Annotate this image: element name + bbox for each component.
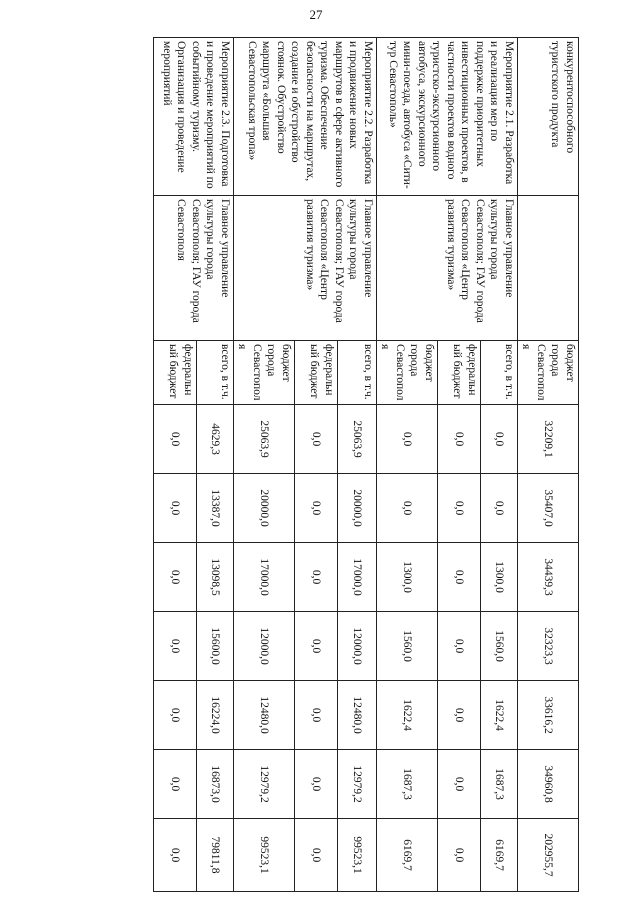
value-cell: 0,0: [438, 750, 481, 819]
table-row: [481, 38, 518, 892]
value-cell: 35407,0: [518, 474, 579, 543]
total-cell: 202955,7: [518, 819, 579, 892]
executors-cell: Главное управление культуры города Севастополя; ГАУ города Севастополя «Центр развития туризма»: [377, 196, 518, 341]
value-cell: 16873,0: [197, 750, 234, 819]
value-cell: 1300,0: [481, 543, 518, 612]
value-cell: 34960,8: [518, 750, 579, 819]
executors-cell: [518, 196, 579, 341]
value-cell: 12979,2: [234, 750, 295, 819]
value-cell: 12000,0: [234, 612, 295, 681]
source-cell: бюджет города Севастополя: [234, 341, 295, 405]
value-cell: 0,0: [295, 405, 338, 474]
value-cell: 0,0: [295, 612, 338, 681]
value-cell: 12979,2: [338, 750, 377, 819]
source-cell: федеральный бюджет: [295, 341, 338, 405]
value-cell: 0,0: [154, 750, 197, 819]
value-cell: 0,0: [377, 474, 438, 543]
value-cell: 32209,1: [518, 405, 579, 474]
executors-cell: Главное управление культуры города Севастополя; ГАУ города Севастополя «Центр развития туризма»: [234, 196, 377, 341]
value-cell: 32323,3: [518, 612, 579, 681]
value-cell: 0,0: [295, 543, 338, 612]
value-cell: 13098,5: [197, 543, 234, 612]
source-cell: всего, в т.ч.: [338, 341, 377, 405]
total-cell: 99523,1: [338, 819, 377, 892]
measure-title-cell: Мероприятие 2.2. Разработка и продвижение новых маршрутов в сфере активного туризма. Обеспечение безопасности на маршрутах, создание и обустройство стоянок. Обустройство маршрута «Большая Севастопольская тропа»: [234, 38, 377, 196]
rotated-table-wrapper: [76, 37, 579, 891]
total-cell: 6169,7: [377, 819, 438, 892]
source-cell: бюджет города Севастополя: [377, 341, 438, 405]
rotated-page: [76, 37, 579, 891]
value-cell: 1300,0: [377, 543, 438, 612]
value-cell: 16224,0: [197, 681, 234, 750]
value-cell: 0,0: [154, 681, 197, 750]
source-cell: всего, в т.ч.: [197, 341, 234, 405]
value-cell: 0,0: [438, 474, 481, 543]
total-cell: 0,0: [154, 819, 197, 892]
value-cell: 33616,2: [518, 681, 579, 750]
value-cell: 34439,3: [518, 543, 579, 612]
measure-title-cell: Мероприятие 2.3. Подготовка и проведение мероприятий по событийному туризму. Организация и проведение мероприятий: [154, 38, 234, 196]
value-cell: 0,0: [295, 681, 338, 750]
value-cell: 1560,0: [481, 612, 518, 681]
total-cell: 99523,1: [234, 819, 295, 892]
value-cell: 15600,0: [197, 612, 234, 681]
value-cell: 0,0: [438, 681, 481, 750]
value-cell: 20000,0: [234, 474, 295, 543]
value-cell: 0,0: [154, 474, 197, 543]
source-cell: всего, в т.ч.: [481, 341, 518, 405]
value-cell: 12000,0: [338, 612, 377, 681]
value-cell: 0,0: [438, 612, 481, 681]
value-cell: 25063,9: [234, 405, 295, 474]
value-cell: 1687,3: [377, 750, 438, 819]
value-cell: 0,0: [481, 405, 518, 474]
budget-table: [153, 37, 579, 892]
executors-cell: Главное управление культуры города Севастополя; ГАУ города Севастополя: [154, 196, 234, 341]
value-cell: 0,0: [154, 612, 197, 681]
measure-title-cell: Мероприятие 2.1. Разработка и реализация мер по поддержке приоритетных инвестиционных проектов, в частности проектов водного туристско-экскурсионного автобуса, экскурсионного мини-поезда, автобуса «Сити-тур Севастополь»: [377, 38, 518, 196]
total-cell: 6169,7: [481, 819, 518, 892]
table-row: [338, 38, 377, 892]
source-cell: федеральный бюджет: [438, 341, 481, 405]
value-cell: 0,0: [154, 543, 197, 612]
value-cell: 25063,9: [338, 405, 377, 474]
value-cell: 12480,0: [338, 681, 377, 750]
value-cell: 0,0: [377, 405, 438, 474]
page-number: 27: [309, 7, 323, 22]
source-cell: бюджет города Севастополя: [518, 341, 579, 405]
value-cell: 12480,0: [234, 681, 295, 750]
value-cell: 17000,0: [338, 543, 377, 612]
table-row: [518, 38, 579, 892]
value-cell: 1622,4: [377, 681, 438, 750]
source-cell: федеральный бюджет: [154, 341, 197, 405]
measure-title-cell: конкурентоспособного туристского продукта: [518, 38, 579, 196]
table-row: [197, 38, 234, 892]
value-cell: 0,0: [154, 405, 197, 474]
value-cell: 0,0: [295, 474, 338, 543]
value-cell: 0,0: [438, 405, 481, 474]
value-cell: 1687,3: [481, 750, 518, 819]
value-cell: 17000,0: [234, 543, 295, 612]
value-cell: 0,0: [438, 543, 481, 612]
value-cell: 1622,4: [481, 681, 518, 750]
value-cell: 4629,3: [197, 405, 234, 474]
value-cell: 13387,0: [197, 474, 234, 543]
total-cell: 0,0: [295, 819, 338, 892]
total-cell: 79811,8: [197, 819, 234, 892]
value-cell: 20000,0: [338, 474, 377, 543]
value-cell: 0,0: [295, 750, 338, 819]
value-cell: 1560,0: [377, 612, 438, 681]
value-cell: 0,0: [481, 474, 518, 543]
total-cell: 0,0: [438, 819, 481, 892]
